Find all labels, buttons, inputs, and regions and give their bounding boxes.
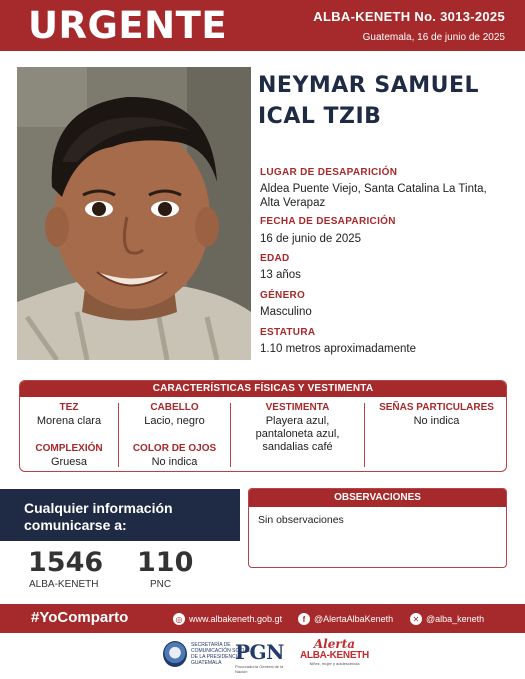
lugar-line-1: Aldea Puente Viejo, Santa Catalina La Tinta, xyxy=(260,183,487,195)
website-link[interactable] xyxy=(173,613,282,625)
x-link[interactable] xyxy=(410,613,484,625)
name-line-1: NEYMAR SAMUEL xyxy=(258,73,480,98)
place-date: Guatemala, 16 de junio de 2025 xyxy=(362,32,505,43)
pgn-logo-text: PGN xyxy=(235,640,284,664)
vestimenta-line-2: pantaloneta azul, xyxy=(255,428,340,440)
person-name xyxy=(258,70,508,132)
footer-bar xyxy=(0,604,525,633)
urgent-title: URGENTE xyxy=(28,4,228,47)
case-code: ALBA-KENETH No. 3013-2025 xyxy=(313,9,505,24)
fecha-value: 16 de junio de 2025 xyxy=(260,233,362,245)
edad-label: EDAD xyxy=(260,253,290,264)
characteristics-heading: CARACTERÍSTICAS FÍSICAS Y VESTIMENTA xyxy=(20,381,506,397)
complexion-value: Gruesa xyxy=(50,456,88,468)
partner-logos xyxy=(0,638,525,674)
cabello-value: Lacio, negro xyxy=(144,415,205,427)
tez-label: TEZ xyxy=(59,402,79,413)
contact-line-2: comunicarse a: xyxy=(24,517,127,533)
ak-logo-line-1: Alerta xyxy=(313,637,356,651)
alba-keneth-number-label: ALBA-KENETH xyxy=(29,579,99,590)
alba-keneth-logo xyxy=(300,638,369,666)
genero-value: Masculino xyxy=(260,306,312,318)
characteristics-panel xyxy=(19,380,507,472)
fecha-label: FECHA DE DESAPARICIÓN xyxy=(260,216,396,227)
estatura-value: 1.10 metros aproximadamente xyxy=(260,343,416,355)
website-text: www.albakeneth.gob.gt xyxy=(189,614,283,624)
contact-banner xyxy=(0,489,240,541)
facebook-link[interactable] xyxy=(298,613,393,625)
pnc-number-label: PNC xyxy=(150,579,172,590)
missing-person-photo xyxy=(17,67,251,360)
vestimenta-label: VESTIMENTA xyxy=(265,402,330,413)
ak-logo-line-3: Niñez, mujer y adolescencia xyxy=(309,661,360,666)
guatemala-logo-text: SECRETARÍA DE COMUNICACIÓN SOCIAL DE LA PRESIDENCIA GUATEMALA xyxy=(191,642,251,666)
senas-label: SEÑAS PARTICULARES xyxy=(379,402,494,413)
lugar-label: LUGAR DE DESAPARICIÓN xyxy=(260,167,398,178)
lugar-value xyxy=(260,182,510,210)
name-line-2: ICAL TZIB xyxy=(258,104,382,129)
observations-panel xyxy=(248,488,507,568)
ak-logo-line-2: ALBA-KENETH xyxy=(300,650,369,661)
hashtag: #YoComparto xyxy=(31,609,129,626)
senas-value: No indica xyxy=(413,415,460,427)
lugar-line-2: Alta Verapaz xyxy=(260,197,326,209)
observations-text: Sin observaciones xyxy=(258,514,344,526)
guatemala-seal-icon xyxy=(163,641,187,667)
contact-line-1: Cualquier información xyxy=(24,500,173,516)
pgn-logo-subtext: Procuraduría General de la Nación xyxy=(235,664,284,674)
header-bar xyxy=(0,0,525,51)
vestimenta-line-1: Playera azul, xyxy=(265,415,330,427)
estatura-label: ESTATURA xyxy=(260,327,316,338)
complexion-label: COMPLEXIÓN xyxy=(35,443,103,454)
pnc-number: 110 xyxy=(137,547,194,578)
ojos-value: No indica xyxy=(151,456,198,468)
x-text: @alba_keneth xyxy=(426,614,485,624)
edad-value: 13 años xyxy=(260,269,301,281)
facebook-text: @AlertaAlbaKeneth xyxy=(314,614,394,624)
genero-label: GÉNERO xyxy=(260,290,306,301)
cabello-label: CABELLO xyxy=(150,402,199,413)
facebook-icon: f xyxy=(298,613,310,625)
portrait-illustration xyxy=(17,67,251,360)
tez-value: Morena clara xyxy=(36,415,102,427)
alba-keneth-number: 1546 xyxy=(28,547,104,578)
observations-heading: OBSERVACIONES xyxy=(249,489,506,507)
pgn-logo xyxy=(235,640,289,674)
ojos-label: COLOR DE OJOS xyxy=(132,443,217,454)
globe-icon: ◎ xyxy=(173,613,185,625)
vestimenta-value xyxy=(231,415,364,454)
vestimenta-line-3: sandalias café xyxy=(262,441,333,453)
x-icon: ✕ xyxy=(410,613,422,625)
